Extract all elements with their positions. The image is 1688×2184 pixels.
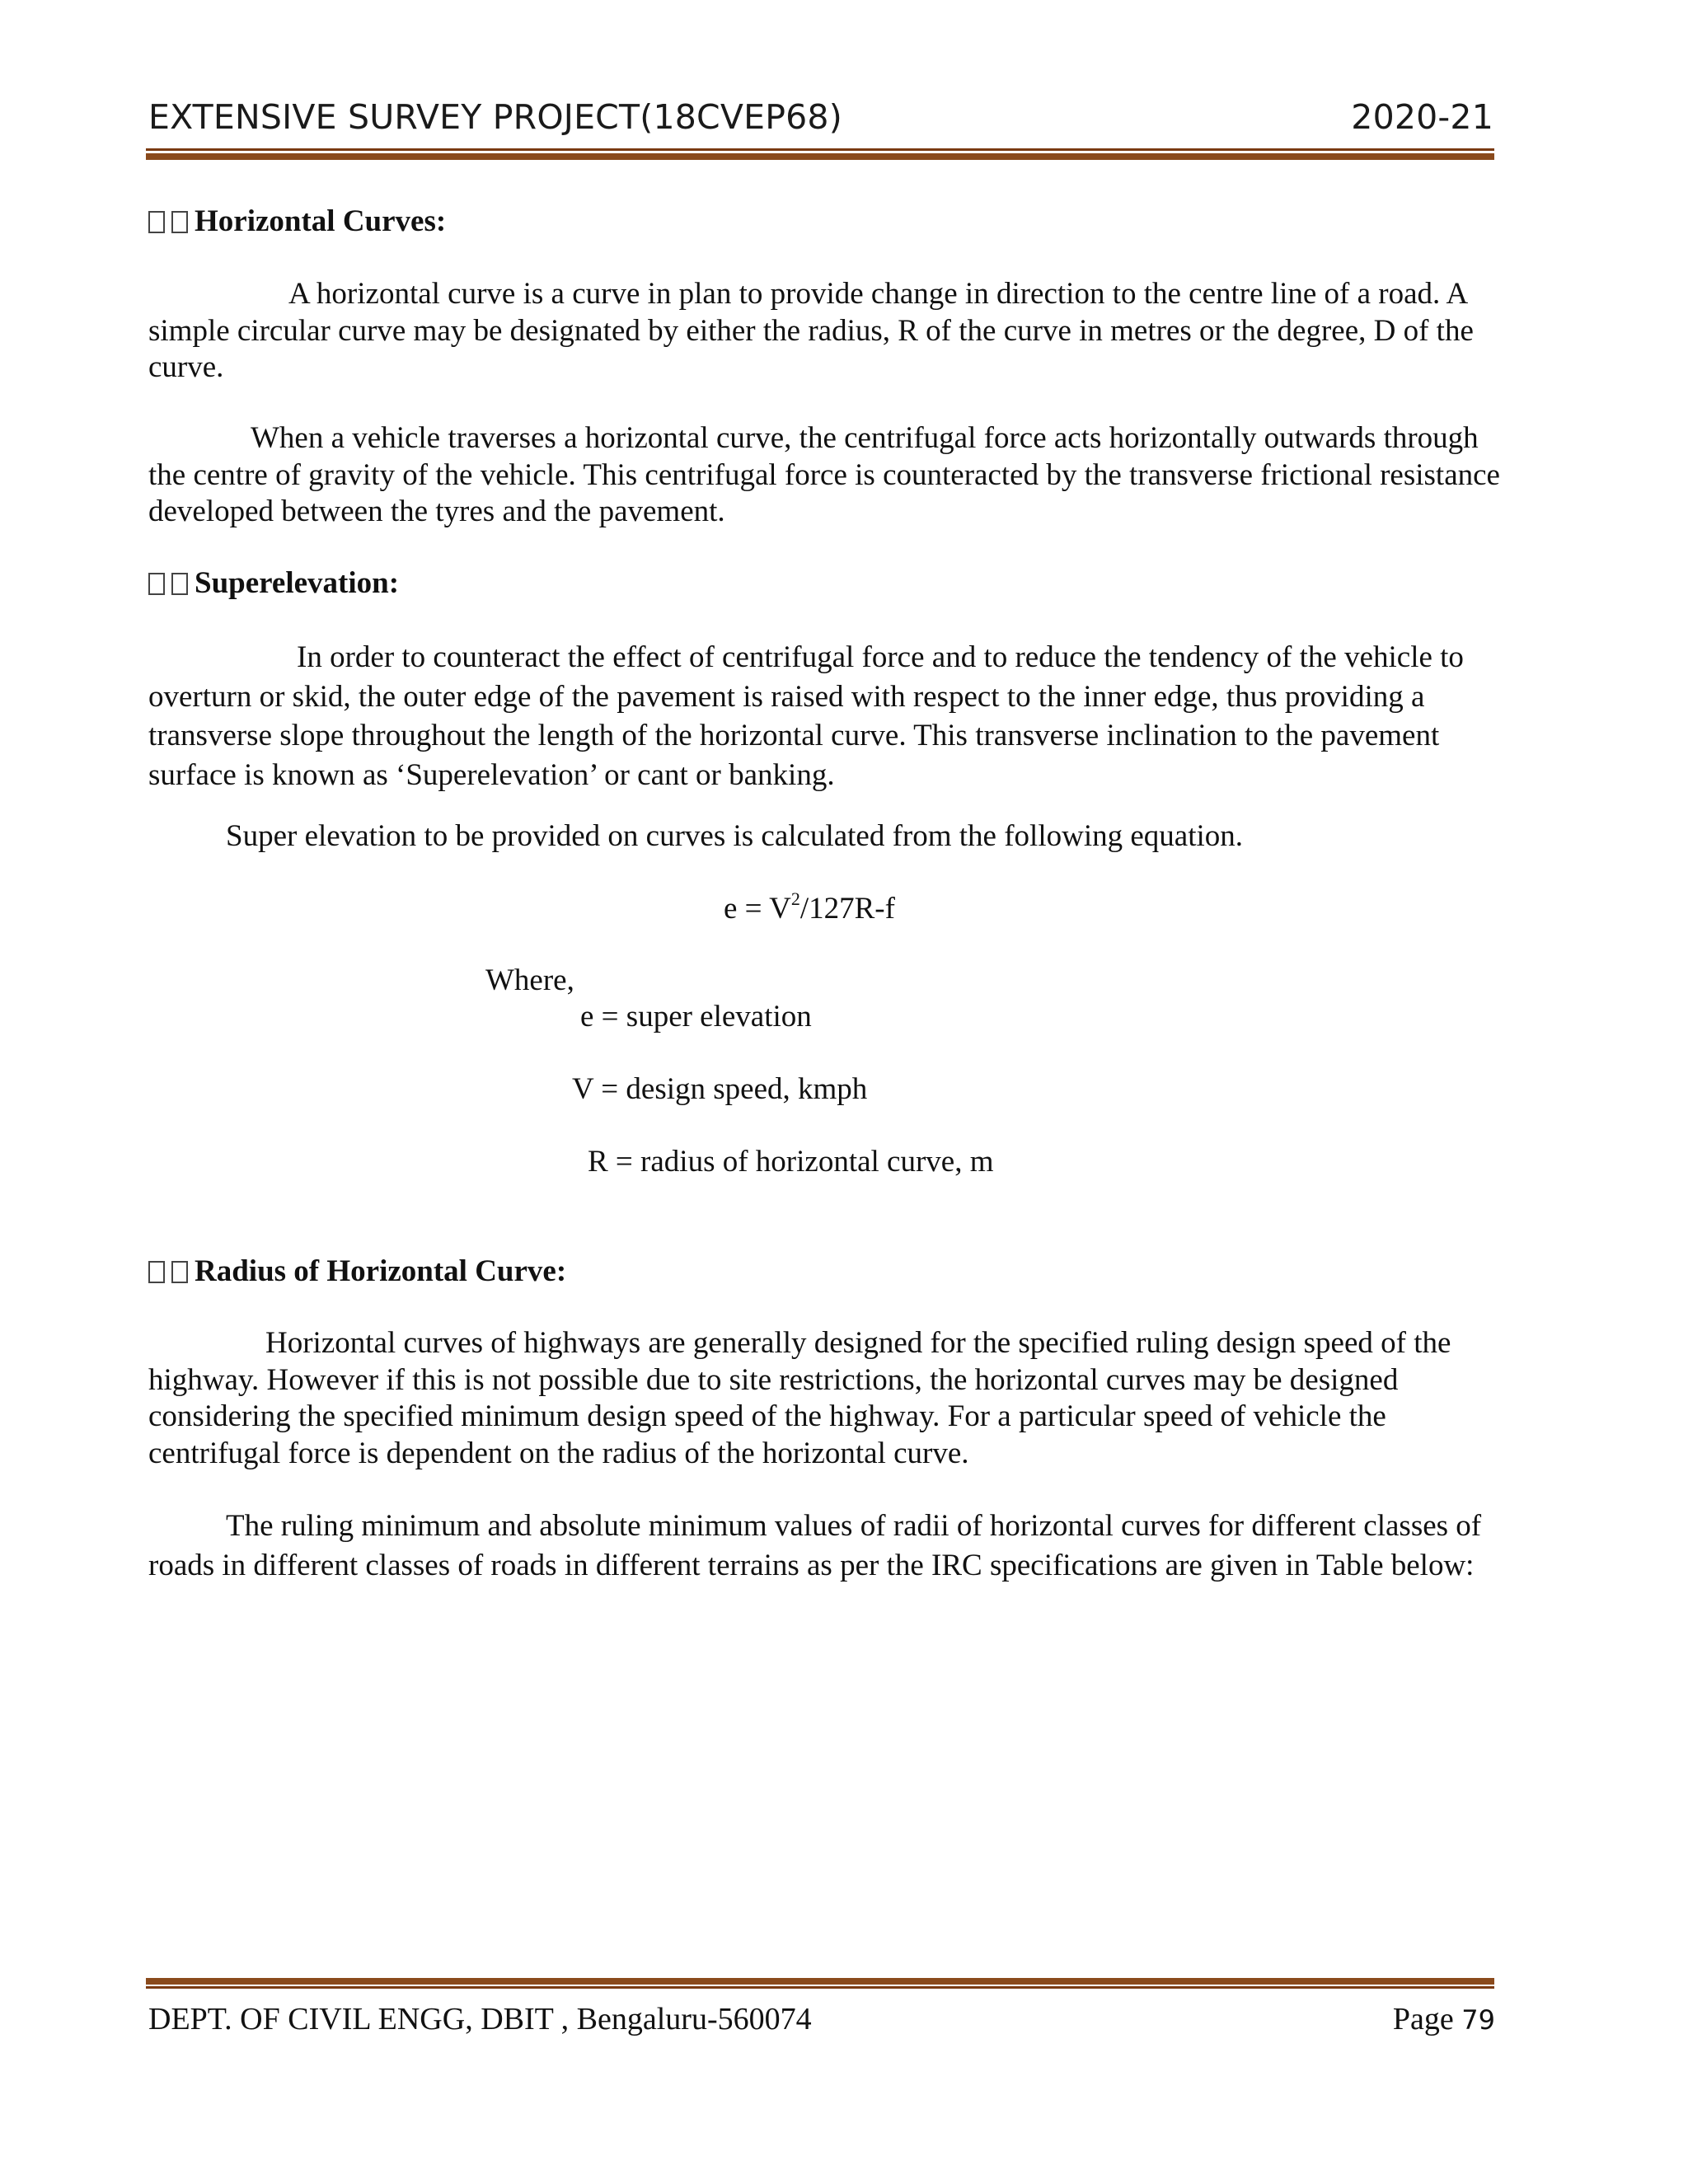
paragraph-horizontal-curve-definition: A horizontal curve is a curve in plan to provide change in direction to the centre line of a road. A simple circular curve may be designated by either the radius, R of the curve in metres or the degree, D of the curve. (148, 277, 1474, 384)
equation-rhs: /127R-f (799, 892, 895, 926)
page-label: Page (1392, 2002, 1454, 2036)
footer-page (1393, 2001, 1495, 2037)
section-heading-superelevation (148, 565, 399, 601)
definition-e: e = super elevation (580, 1000, 812, 1033)
paragraph-radius-design: Horizontal curves of highways are generally designed for the specified ruling design speed of the highway. However if this is not possible due to site restrictions, the horizontal curves may be designed considering the specified minimum design speed of the highway. For a particular speed of vehicle the centrifugal force is dependent on the radius of the horizontal curve. (148, 1326, 1451, 1470)
bullet-box-icon (148, 573, 165, 595)
definition-r: R = radius of horizontal curve, m (588, 1145, 994, 1179)
footer-department: DEPT. OF CIVIL ENGG, DBIT , Bengaluru-560074 (148, 2002, 812, 2036)
heading-label: Horizontal Curves: (195, 204, 447, 238)
footer-rule-thick (146, 1978, 1494, 1985)
where-label: Where, (485, 963, 574, 997)
header-year: 2020-21 (1351, 97, 1493, 137)
definition-v: V = design speed, kmph (572, 1072, 868, 1106)
paragraph-superelevation-intro: Super elevation to be provided on curves is calculated from the following equation. (226, 819, 1244, 853)
header-rule-thick (146, 153, 1494, 160)
superelevation-equation (724, 888, 895, 926)
section-heading-radius (148, 1254, 566, 1289)
section-heading-horizontal-curves (148, 204, 446, 239)
header-title: EXTENSIVE SURVEY PROJECT(18CVEP68) (148, 97, 842, 137)
footer-rule-thin (146, 1986, 1494, 1989)
equation-lhs: e = V (724, 892, 791, 926)
paragraph-superelevation-definition: In order to counteract the effect of centrifugal force and to reduce the tendency of the vehicle to overturn or skid, the outer edge of the pavement is raised with respect to the inner edge, thus providing a transverse slope throughout the length of the horizontal curve. This transverse inclination to the pavement surface is known as ‘Superelevation’ or cant or banking. (148, 640, 1464, 792)
bullet-box-icon (171, 211, 188, 233)
paragraph-centrifugal-force: When a vehicle traverses a horizontal curve, the centrifugal force acts horizontally outwards through the centre of gravity of the vehicle. This centrifugal force is counteracted by the transverse frictional resistance developed between the tyres and the pavement. (148, 421, 1500, 528)
page-number: 79 (1461, 2004, 1495, 2036)
heading-label: Superelevation: (195, 566, 400, 600)
bullet-box-icon (171, 1261, 188, 1283)
header-rule-thin (146, 148, 1494, 151)
paragraph-radius-table-intro: The ruling minimum and absolute minimum values of radii of horizontal curves for different classes of roads in different classes of roads in different terrains as per the IRC specifications are given in Table below: (148, 1509, 1482, 1582)
bullet-box-icon (148, 1261, 165, 1283)
heading-label: Radius of Horizontal Curve: (195, 1254, 567, 1288)
bullet-box-icon (171, 573, 188, 595)
bullet-box-icon (148, 211, 165, 233)
equation-exponent: 2 (790, 888, 800, 909)
